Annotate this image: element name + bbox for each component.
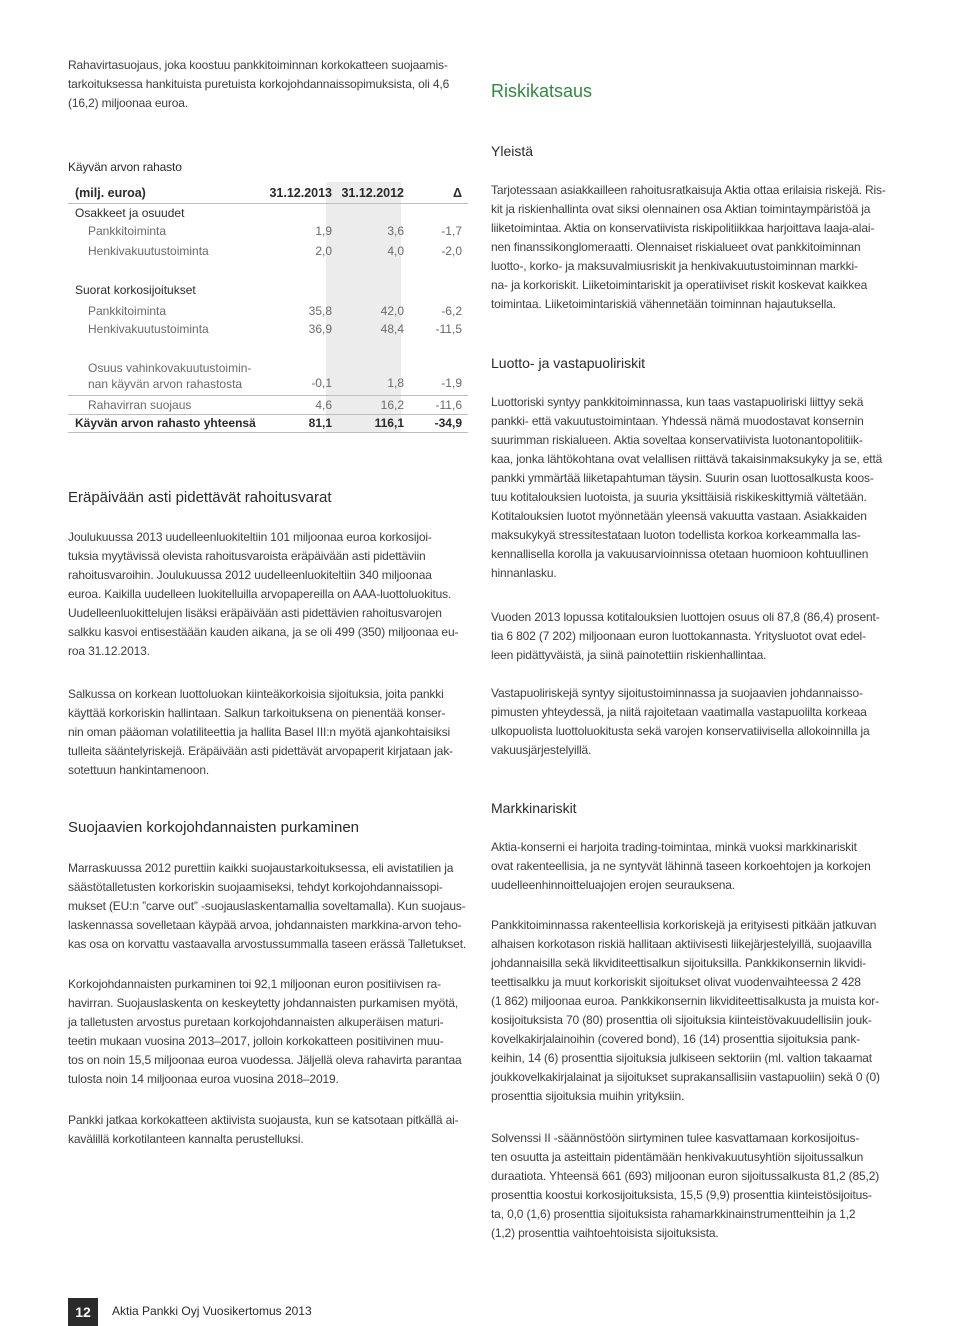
credit-risk-title: Luotto- ja vastapuoliriskit xyxy=(491,355,646,371)
table-row xyxy=(68,360,468,396)
general-title: Yleistä xyxy=(491,143,534,159)
row-label: Osuus vahinkovakuutustoimin- nan käyvän arvon rahastosta xyxy=(88,361,252,391)
header-delta: Δ xyxy=(453,186,462,200)
row-label: Henkivakuutustoiminta xyxy=(88,322,209,336)
risk-review-title: Riskikatsaus xyxy=(491,81,593,101)
row-label: Pankkitoiminta xyxy=(88,224,167,238)
section-row xyxy=(68,281,468,299)
section-title-hedge-unwinding: Suojaavien korkojohdannaisten purkaminen xyxy=(68,819,360,836)
value-delta: -1,9 xyxy=(441,376,462,390)
section-label: Suorat korkosijoitukset xyxy=(75,283,196,297)
section-row xyxy=(68,204,468,222)
row-label: Rahavirran suojaus xyxy=(88,398,192,412)
value-delta: -11,6 xyxy=(435,398,462,412)
table-row xyxy=(68,320,468,338)
credit-risk-paragraph-2: Vuoden 2013 lopussa kotitalouksien luottojen osuus oli 87,8 (86,4) prosent- tia 6 802 (7 202) miljoonaan euron luottokannasta. Yritysluotot ovat edel- leen pidättyväistä, ja siinä painotettiin riskienhallintaa. xyxy=(491,610,880,662)
table-row xyxy=(68,242,468,260)
footer-text: Aktia Pankki Oyj Vuosikertomus 2013 xyxy=(112,1304,312,1318)
value-2013: 2,0 xyxy=(315,244,332,258)
table-header-row xyxy=(68,184,468,202)
total-delta: -34,9 xyxy=(434,416,462,430)
value-2012: 4,0 xyxy=(387,244,404,258)
market-risk-paragraph-3: Solvenssi II -säännöstöön siirtyminen tulee kasvattamaan korkosijoitus- ten osuutta ja asteittain pidentämään henkivakuutusyhtiön sijoitussalkun duraatiota. Yhteensä 661 (693) miljoonan euron sijoitussalkusta 81,2 (85,2) prosenttia koostui korkosijoituksista, 15,5 (9,9) prosenttia kiinteistösijoitus- ta, 0,0 (1,6) prosenttia sijoituksista rahamarkkinainstrumentteihin ja 1,2 (1,2) prosenttia vaihtoehtoisista sijoituksista. xyxy=(491,1131,880,1240)
hedge-paragraph-2: Korkojohdannaisten purkaminen toi 92,1 miljoonan euron positiivisen ra- havirran. Suojauslaskenta on keskeytetty johdannaisten purkamisen myötä, ja talletusten arvostus puretaan korkojohdannaisten alkuperäisen maturi- teetin mukaan vuosina 2013–2017, jolloin korkokatteen positiivinen muu- tos on noin 15,5 miljoonaa euroa vuodessa. Jäljellä oleva rahavirta parantaa tulosta noin 14 miljoonaa euroa vuosina 2018–2019. xyxy=(68,977,462,1086)
value-delta: -1,7 xyxy=(441,224,462,238)
row-label: Pankkitoiminta xyxy=(88,304,167,318)
value-2013: 36,9 xyxy=(308,322,332,336)
fair-value-reserve-table xyxy=(68,182,468,432)
header-2012: 31.12.2012 xyxy=(341,186,404,200)
table-row xyxy=(68,302,468,320)
intro-paragraph: Rahavirtasuojaus, joka koostuu pankkitoiminnan korkokatteen suojaamis- tarkoituksessa hankituista puretuista korkojohdannaissopimuksista, oli 4,6 (16,2) miljoonaa euroa. xyxy=(68,58,450,110)
held-to-maturity-paragraph-2: Salkussa on korkean luottoluokan kiinteäkorkoisia sijoituksia, joita pankki käyttää korkoriskin hallintaan. Salkun tarkoituksena on pienentää konser- nin oman pääoman volatiliteettia ja hallita Basel III:n myötä ajankohtaisiksi tulleita sääntelyriskejä. Eräpäivään asti pidettävät arvopaperit kirjataan jak- sotettuun hankintamenoon. xyxy=(68,687,454,777)
total-2012: 116,1 xyxy=(374,416,404,430)
table-row xyxy=(68,396,468,414)
header-2013: 31.12.2013 xyxy=(269,186,332,200)
market-risk-title: Markkinariskit xyxy=(491,800,577,816)
page-number: 12 xyxy=(68,1298,98,1326)
value-2013: -0,1 xyxy=(311,376,332,390)
value-2012: 3,6 xyxy=(387,224,404,238)
section-label: Osakkeet ja osuudet xyxy=(75,206,185,220)
hedge-paragraph-1: Marraskuussa 2012 purettiin kaikki suojaustarkoituksessa, eli avistatilien ja säästötalletusten korkoriskin suojaamiseksi, tehdyt korkojohdannaissopi- mukset (EU:n ”carve out” -suojauslaskentamallia soveltamalla). Kun suojaus- laskennassa sovelletaan käypää arvoa, johdannaisten markkina-arvon teho- kas osa on korvattu vastaavalla arvostussummalla taseen erässä Talletukset. xyxy=(68,861,467,951)
header-unit: (milj. euroa) xyxy=(75,186,146,200)
value-2012: 48,4 xyxy=(380,322,404,336)
value-2012: 16,2 xyxy=(380,398,404,412)
value-2013: 1,9 xyxy=(315,224,332,238)
row-label: Henkivakuutustoiminta xyxy=(88,244,209,258)
value-2013: 35,8 xyxy=(308,304,332,318)
value-delta: -2,0 xyxy=(441,244,462,258)
general-paragraph: Tarjotessaan asiakkailleen rahoitusratkaisuja Aktia ottaa erilaisia riskejä. Ris- kit ja riskienhallinta ovat siksi olennainen osa Aktian toimintaympäristöä ja liiketoimintaa. Aktia on konservatiivista riskipolitiikkaa harjoittava laaja-alai- nen finanssikonglomeraatti. Olennaiset riskialueet ovat pankkitoiminnan luotto-, korko- ja maksuvalmiusriskit ja henkivakuutustoiminnan markki- na- ja korkoriskit. Liiketoimintariskit ja operatiiviset riskit koskevat kaikkea toimintaa. Liiketoimintariskiä vähennetään toiminnan hajautuksella. xyxy=(491,183,886,311)
held-to-maturity-paragraph-1: Joulukuussa 2013 uudelleenluokiteltiin 101 miljoonaa euroa korkosijoi- tuksia myytävissä olevista rahoitusvaroista eräpäivään asti pidettäviin rahoitusvaroihin. Joulukuussa 2012 uudelleenluokiteltiin 340 miljoonaa euroa. Kaikilla uudelleen luokitelluilla arvopapereilla on AAA-luottoluokitus. Uudelleenluokittelujen lisäksi eräpäivään asti pidettävien rahoitusvarojen salkku kasvoi entisestäään kauden aikana, ja se oli 499 (350) miljoonaa eu- roa 31.12.2013. xyxy=(68,530,459,658)
credit-risk-paragraph-1: Luottoriski syntyy pankkitoiminnassa, kun taas vastapuoliriski liittyy sekä pankki- että vakuutustoimintaan. Yhdessä nämä muodostavat konsernin suurimman riskialueen. Aktia soveltaa konservatiivista luotonantopolitiik- kaa, jonka lähtökohtana ovat velallisen riittävä takaisinmaksukyky ja se, että pankki ymmärtää liiketapahtuman täysin. Suurin osan luottosalkusta koos- tuu kotitalouksien luotoista, ja suuria yksittäisiä riskikeskittymiä vältetään. Kotitalouksien luotot myönnetään yleensä vakuutta vastaan. Asiakkaiden maksukykyä stressitestataan luoton todellista korkoa korkeammalla las- kennallisella korolla ja vakuusarvioinnissa otetaan huomioon kohtuullinen hinnanlasku. xyxy=(491,395,883,580)
credit-risk-paragraph-3: Vastapuoliriskejä syntyy sijoitustoiminnassa ja suojaavien johdannaisso- pimusten yhteydessä, ja niitä rajoitetaan vaatimalla vastapuolilta korkeaa ulkopuolista luottoluokitusta sekä varojen konservatiivisella allokoinnilla ja vakuusjärjestelyillä. xyxy=(491,686,870,757)
table-caption: Käyvän arvon rahasto xyxy=(68,160,182,174)
value-delta: -6,2 xyxy=(441,304,462,318)
value-2013: 4,6 xyxy=(315,398,332,412)
section-title-held-to-maturity: Eräpäivään asti pidettävät rahoitusvarat xyxy=(68,489,332,506)
hedge-paragraph-3: Pankki jatkaa korkokatteen aktiivista suojausta, kun se katsotaan pitkällä ai- kavälillä korkotilanteen kannalta perustelluksi. xyxy=(68,1113,459,1146)
market-risk-paragraph-2: Pankkitoiminnassa rakenteellisia korkoriskejä ja erityisesti pitkään jatkuvan alhaisen korkotason riskiä hallitaan aktiivisesti liikejärjestelyillä, suojaavilla johdannaisilla sekä likviditeettisalkun sijoituksilla. Pankkikonsernin likvidi- teettisalkku ja muut korkoriskit sijoitukset olivat vuodenvaihteessa 2 428 (1 862) miljoonaa euroa. Pankkikonsernin likviditeettisalkusta ja muista kor- kosijoituksista 70 (80) prosenttia oli sijoituksia kiinteistövakuudellisiin jouk- kovelkakirjalainoihin (covered bond), 16 (14) prosenttia sijoituksia pank- keihin, 14 (6) prosenttia sijoituksia julkiseen sektoriin (ml. valtion takaamat joukkovelkakirjalainat ja sijoitukset suprakansallisiin vastapuoliin) sekä 0 (0) prosenttia sijoituksia muihin yrityksiin. xyxy=(491,918,880,1103)
table-row xyxy=(68,222,468,240)
market-risk-paragraph-1: Aktia-konserni ei harjoita trading-toimintaa, minkä vuoksi markkinariskit ovat rakenteellisia, ja ne syntyvät lähinnä taseen korkoehtojen ja korkojen uudelleenhinnoitteluajojen erojen seurauksena. xyxy=(491,840,871,892)
total-label: Käyvän arvon rahasto yhteensä xyxy=(75,416,256,430)
table-bottom-rule xyxy=(68,432,468,433)
total-2013: 81,1 xyxy=(308,416,332,430)
value-delta: -11,5 xyxy=(435,322,462,336)
table-total-row xyxy=(68,414,468,432)
value-2012: 42,0 xyxy=(380,304,404,318)
value-2012: 1,8 xyxy=(387,376,404,390)
